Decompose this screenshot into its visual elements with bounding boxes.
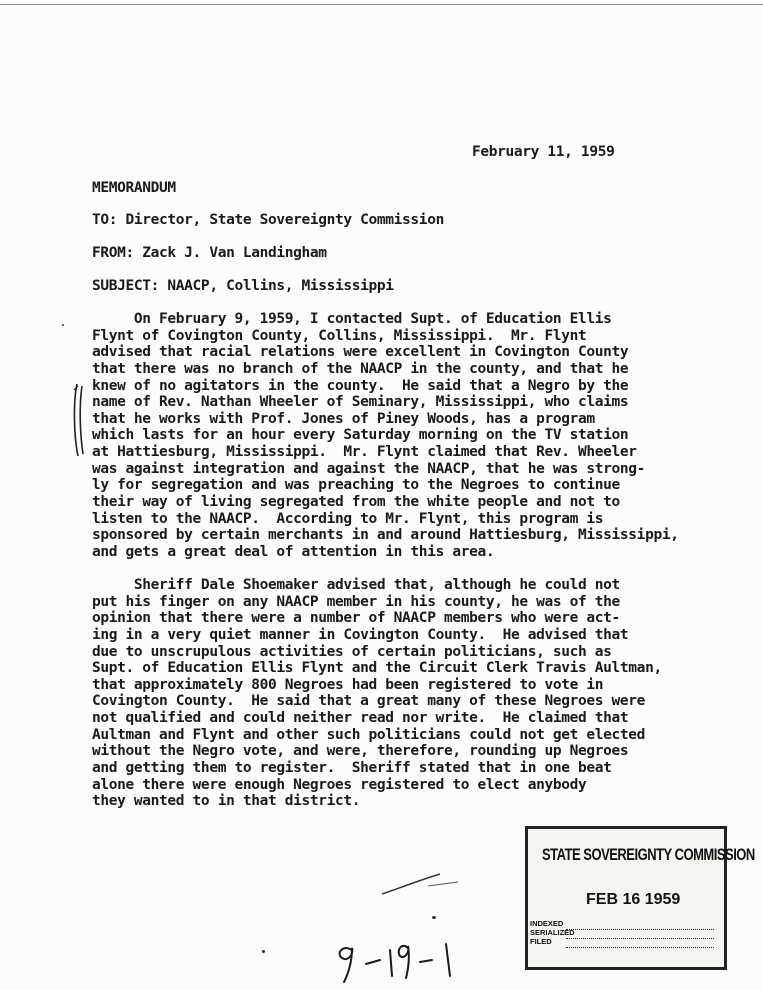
stamp-dotted-line bbox=[566, 938, 714, 939]
stamp-title: STATE SOVEREIGNTY COMMISSION bbox=[542, 845, 755, 864]
memo-date: February 11, 1959 bbox=[472, 144, 615, 160]
text-line: Aultman and Flynt and other such politicians could not get elected bbox=[92, 726, 646, 743]
text-line: and gets a great deal of attention in this area. bbox=[92, 543, 495, 560]
text-line: Supt. of Education Ellis Flynt and the Circuit Clerk Travis Aultman, bbox=[92, 660, 662, 677]
stamp-dotted-line bbox=[566, 929, 714, 930]
margin-bracket-mark bbox=[72, 382, 86, 458]
text-line: due to unscrupulous activities of certain politicians, such as bbox=[92, 643, 612, 660]
stamp-date: FEB 16 1959 bbox=[586, 891, 681, 908]
text-line: their way of living segregated from the white people and not to bbox=[92, 494, 620, 511]
text-line: sponsored by certain merchants in and around Hattiesburg, Mississippi, bbox=[92, 527, 679, 544]
stamp-dotted-line bbox=[566, 947, 714, 948]
text-line: ly for segregation and was preaching to the Negroes to continue bbox=[92, 477, 620, 494]
text-line: name of Rev. Nathan Wheeler of Seminary, Mississippi, who claims bbox=[92, 394, 629, 411]
paragraph-1 bbox=[92, 311, 732, 561]
handwritten-file-number bbox=[332, 936, 462, 986]
text-line: Sheriff Dale Shoemaker advised that, although he could not bbox=[92, 577, 620, 593]
text-line: not qualified and could neither read nor write. He claimed that bbox=[92, 710, 629, 727]
page-top-edge bbox=[0, 4, 763, 5]
text-line: was against integration and against the NAACP, that he was strong- bbox=[92, 460, 646, 477]
text-line: listen to the NAACP. According to Mr. Flynt, this program is bbox=[92, 510, 604, 527]
text-line: they wanted to in that district. bbox=[92, 793, 361, 810]
ink-speck bbox=[262, 950, 265, 953]
stamp-line-serialized: SERIALIZED bbox=[530, 928, 575, 937]
pen-scribble bbox=[380, 868, 470, 898]
memo-subject: SUBJECT: NAACP, Collins, Mississippi bbox=[92, 278, 394, 294]
text-line: knew of no agitators in the county. He said that a Negro by the bbox=[92, 377, 629, 394]
text-line: On February 9, 1959, I contacted Supt. of Education Ellis bbox=[92, 311, 612, 327]
text-line: opinion that there were a number of NAACP members who were act- bbox=[92, 610, 620, 627]
memo-to: TO: Director, State Sovereignty Commission bbox=[92, 212, 444, 228]
paragraph-2 bbox=[92, 577, 732, 810]
text-line: put his finger on any NAACP member in his county, he was of the bbox=[92, 593, 620, 610]
text-line: advised that racial relations were excellent in Covington County bbox=[92, 344, 629, 361]
text-line: which lasts for an hour every Saturday morning on the TV station bbox=[92, 427, 629, 444]
memo-heading: MEMORANDUM bbox=[92, 180, 176, 196]
text-line: alone there were enough Negroes registered to elect anybody bbox=[92, 776, 587, 793]
received-stamp bbox=[525, 826, 755, 970]
text-line: that approximately 800 Negroes had been registered to vote in bbox=[92, 676, 604, 693]
ink-speck bbox=[432, 916, 436, 919]
text-line: ing in a very quiet manner in Covington County. He advised that bbox=[92, 626, 629, 643]
text-line: that he works with Prof. Jones of Piney Woods, has a program bbox=[92, 410, 595, 427]
stamp-line-indexed: INDEXED bbox=[530, 919, 564, 928]
text-line: that there was no branch of the NAACP in the county, and that he bbox=[92, 360, 629, 377]
stamp-line-filed: FILED bbox=[530, 937, 552, 946]
memo-from: FROM: Zack J. Van Landingham bbox=[92, 245, 327, 261]
text-line: Covington County. He said that a great many of these Negroes were bbox=[92, 693, 646, 710]
ink-speck bbox=[62, 324, 64, 326]
text-line: at Hattiesburg, Mississippi. Mr. Flynt claimed that Rev. Wheeler bbox=[92, 444, 637, 461]
text-line: and getting them to register. Sheriff stated that in one beat bbox=[92, 760, 612, 777]
text-line: without the Negro vote, and were, therefore, rounding up Negroes bbox=[92, 743, 629, 760]
text-line: Flynt of Covington County, Collins, Mississippi. Mr. Flynt bbox=[92, 327, 587, 344]
